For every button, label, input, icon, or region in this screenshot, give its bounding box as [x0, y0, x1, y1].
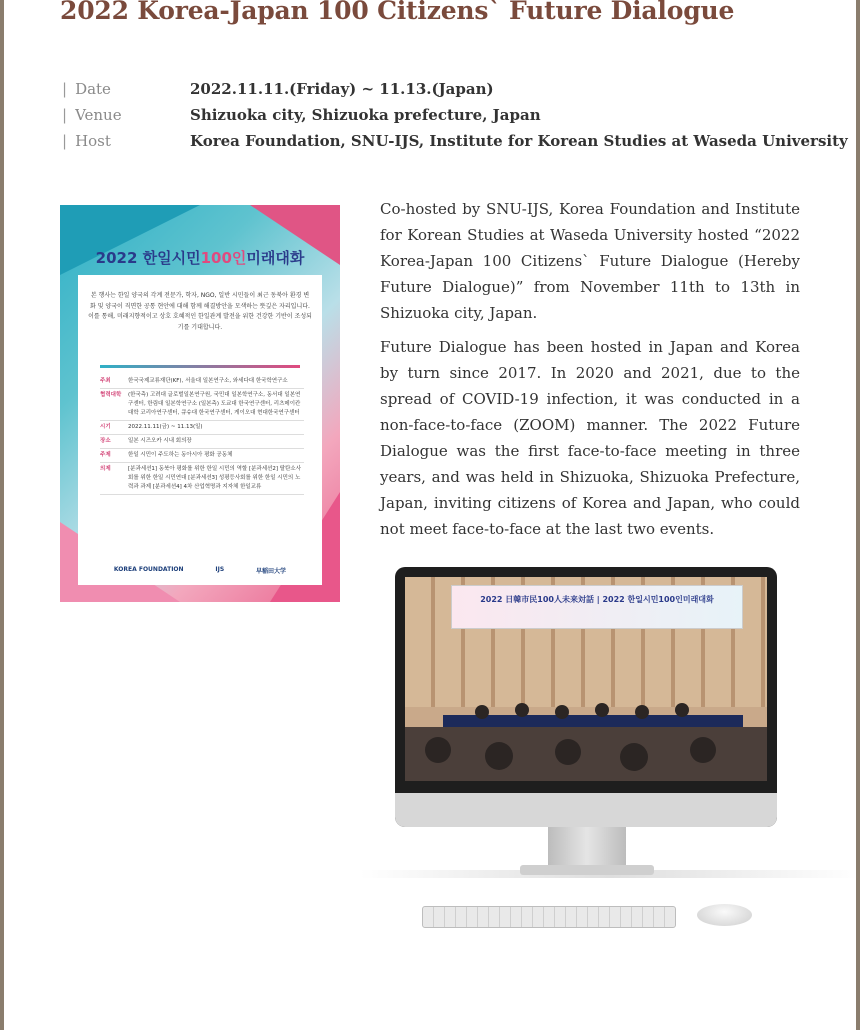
- meta-label-venue: Venue: [75, 106, 122, 124]
- poster-info-row: 협력대학 (한국측) 고려대 글로벌일본연구원, 국민대 일본학연구소, 동서대 일본연구센터, 한림대 일본학연구소 (일본측) 도쿄대 한국연구센터, 리츠메이칸대학 코리아연구센터, 큐슈대 한국연구센터, 게이오대 현대한국연구센터: [100, 389, 304, 421]
- meta-label-date: Date: [75, 80, 111, 98]
- event-poster: [60, 205, 340, 602]
- event-photo: [405, 577, 767, 781]
- poster-divider: [100, 365, 300, 368]
- audience-member: [485, 742, 513, 770]
- audience-member: [690, 737, 716, 763]
- frame-border-left: [0, 0, 4, 1030]
- poster-info-row: 장소 일본 시즈오카 시내 회의장: [100, 435, 304, 449]
- person: [555, 705, 569, 719]
- poster-info-row: 시기 2022.11.11(금) ~ 11.13(일): [100, 421, 304, 435]
- meta-bar: |: [62, 132, 68, 150]
- poster-info-row: 의제 [분과세션1] 동북아 평화를 위한 한일 시민의 역할 [분과세션2] 탈탄소사회를 위한 한일 시민연대 [분과세션3] 성평등사회를 위한 한일 시민의 노력과 과제 [분과세션4] 4차 산업혁명과 지자체 한일교류: [100, 463, 304, 495]
- monitor-base: [520, 865, 654, 875]
- monitor-stand: [548, 827, 626, 867]
- audience-member: [555, 739, 581, 765]
- meta-value-venue: Shizuoka city, Shizuoka prefecture, Japan: [190, 106, 541, 124]
- poster-card: [78, 275, 322, 585]
- keyboard: [422, 906, 676, 928]
- waseda-logo: 早稲田大学: [256, 568, 287, 575]
- person: [675, 703, 689, 717]
- ijs-logo: IJS: [215, 566, 225, 573]
- poster-info-row: 주제 한일 시민이 주도하는 동아시아 평화 공동체: [100, 449, 304, 463]
- page-title: 2022 Korea-Japan 100 Citizens` Future Dialogue: [60, 0, 735, 25]
- meta-bar: |: [62, 80, 68, 98]
- paragraph-history: Future Dialogue has been hosted in Japan and Korea by turn since 2017. In 2020 and 2021, due to the spread of COVID-19 infection, it was conducted in a non-face-to-face (ZOOM) manner. The 2022 Future Dialogue was the first face-to-face meeting in three years, and was held in Shizuoka, Shizuoka Prefecture, Japan, inviting citizens of Korea and Japan, who could not meet face-to-face at the last two events.: [380, 338, 800, 538]
- poster-intro: 본 행사는 한일 양국의 각계 전문가, 학자, NGO, 일반 시민들이 최근 동북아 환경 변화 및 양국이 직면한 공통 현안에 대해 함께 해결방안을 모색하는 뜻깊은 자리입니다. 이를 통해, 미래지향적이고 상호 호혜적인 한일관계 발전을 위한 건강한 기반이 조성되기를 기대합니다.: [88, 292, 312, 331]
- meta-row-venue: [62, 102, 848, 128]
- meta-row-date: [62, 76, 848, 102]
- person: [475, 705, 489, 719]
- meta-label-host: Host: [75, 132, 111, 150]
- meta-value-host: Korea Foundation, SNU-IJS, Institute for Korean Studies at Waseda University: [190, 132, 848, 150]
- person: [515, 703, 529, 717]
- meta-row-host: [62, 128, 848, 154]
- paragraph-intro: Co-hosted by SNU-IJS, Korea Foundation and Institute for Korean Studies at Waseda University hosted “2022 Korea-Japan 100 Citizens` Future Dialogue (Hereby Future Dialogue)” from November 11th to 13th in Shizuoka city, Japan.: [380, 200, 800, 322]
- event-meta: [62, 76, 848, 154]
- audience-member: [620, 743, 648, 771]
- person: [595, 703, 609, 717]
- meta-value-date: 2022.11.11.(Friday) ~ 11.13.(Japan): [190, 80, 494, 98]
- kf-logo: KOREA FOUNDATION: [113, 566, 184, 573]
- poster-title: 2022 한일시민100인미래대화: [95, 249, 305, 267]
- meta-bar: |: [62, 106, 68, 124]
- poster-info: [100, 375, 304, 495]
- poster-logos: [98, 566, 302, 575]
- person: [635, 705, 649, 719]
- mouse: [697, 904, 752, 926]
- monitor-chin: [395, 793, 777, 827]
- poster-info-row: 주최 한국국제교류재단(KF), 서울대 일본연구소, 와세다대 한국학연구소: [100, 375, 304, 389]
- photo-banner: 2022 日韓市民100人未来対話 | 2022 한일시민100인미래대화: [451, 585, 743, 629]
- audience-member: [425, 737, 451, 763]
